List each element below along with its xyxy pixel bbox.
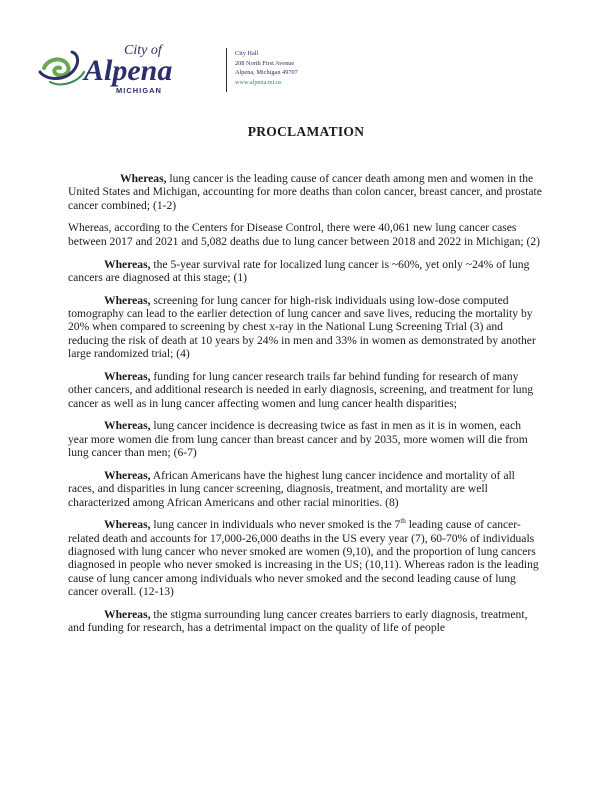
ordinal-superscript: th xyxy=(400,517,406,526)
whereas-label: Whereas, xyxy=(104,369,151,383)
letterhead-divider xyxy=(226,48,227,92)
paragraph xyxy=(68,258,543,285)
whereas-label: Whereas, xyxy=(104,257,151,271)
logo-name-text: Alpena xyxy=(84,54,173,87)
paragraph-text: the 5-year survival rate for localized lung cancer is ~60%, yet only ~24% of lung cancers are diagnosed at this stage; (1) xyxy=(68,257,530,284)
paragraph-text: lung cancer in individuals who never smoked is the 7 xyxy=(150,518,401,532)
paragraph xyxy=(68,518,543,598)
paragraph-text: lung cancer incidence is decreasing twice as fast in men as it is in women, each year more women die from lung cancer than breast cancer and by 2035, more women will die from lung cancer than men; (6-7) xyxy=(68,419,528,460)
paragraph xyxy=(68,294,543,360)
paragraph-text: the stigma surrounding lung cancer creates barriers to early diagnosis, treatment, and funding for research, has a detrimental impact on the quality of life of people xyxy=(68,607,528,635)
proclamation-body xyxy=(68,172,543,644)
whereas-label: Whereas, xyxy=(104,607,151,621)
whereas-label: Whereas, xyxy=(104,419,151,433)
whereas-label: Whereas, xyxy=(104,468,151,482)
paragraph-text: lung cancer is the leading cause of cancer death among men and women in the United States and Michigan, accounting for more deaths than colon cancer, breast cancer, and prostate cancer combined; (1-2) xyxy=(68,172,542,212)
paragraph xyxy=(68,608,543,635)
city-logo xyxy=(38,38,186,98)
paragraph-text: African Americans have the highest lung cancer incidence and mortality of all races, and disparities in lung cancer screening, diagnosis, treatment, and mortality are well characterized among African Americans and other racial minorities. (8) xyxy=(68,468,515,509)
logo-mark xyxy=(38,38,186,98)
letterhead xyxy=(38,38,338,100)
whereas-label: Whereas, xyxy=(104,518,151,532)
paragraph xyxy=(68,221,543,248)
office-name: City Hall xyxy=(235,50,259,57)
paragraph-text: leading cause of cancer-related death and accounts for 17,000-26,000 deaths in the US every year (7), 60-70% of individuals diagnosed with lung cancer who never smoked are women (9,10), and the proportion of lung cancers diagnosed in people who never smoked is increasing in the US; (10,11). Whereas radon is the leading cause of lung cancer among individuals who never smoked and the second leading cause of lung cancer overall. (12-13) xyxy=(68,518,539,598)
logo-city-of-text: City of xyxy=(124,43,162,58)
paragraph xyxy=(68,419,543,459)
street-address: 208 North First Avenue xyxy=(235,59,295,67)
logo-state-text: MICHIGAN xyxy=(116,86,162,95)
paragraph xyxy=(68,172,543,212)
paragraph xyxy=(68,370,543,410)
whereas-label: Whereas, xyxy=(104,293,151,307)
paragraph-text: Whereas, according to the Centers for Disease Control, there were 40,061 new lung cancer cases between 2017 and 2021 and 5,082 deaths due to lung cancer between 2018 and 2022 in Michigan; (2) xyxy=(68,221,540,248)
website-link[interactable]: www.alpena.mi.us xyxy=(235,78,282,86)
page-title: PROCLAMATION xyxy=(247,124,365,139)
whereas-label: Whereas, xyxy=(120,172,167,185)
paragraph-text: screening for lung cancer for high-risk individuals using low-dose computed tomography can lead to the earlier detection of lung cancer and save lives, reducing the mortality by 20% when compared to screening by chest x-ray in the National Lung Screening Trial (3) and reducing the risk of death at 10 years by 24% in men and 33% in women as demonstrated by another large randomized trial; (4) xyxy=(68,293,536,361)
paragraph-text: funding for lung cancer research trails far behind funding for research of many other cancers, and additional research is needed in early diagnosis, screening, and treatment for lung cancer as well as in lung cancer affecting women and lung cancer health disparities; xyxy=(68,369,534,410)
city-state-zip: Alpena, Michigan 49707 xyxy=(235,69,298,77)
contact-block xyxy=(235,49,298,87)
paragraph xyxy=(68,469,543,509)
